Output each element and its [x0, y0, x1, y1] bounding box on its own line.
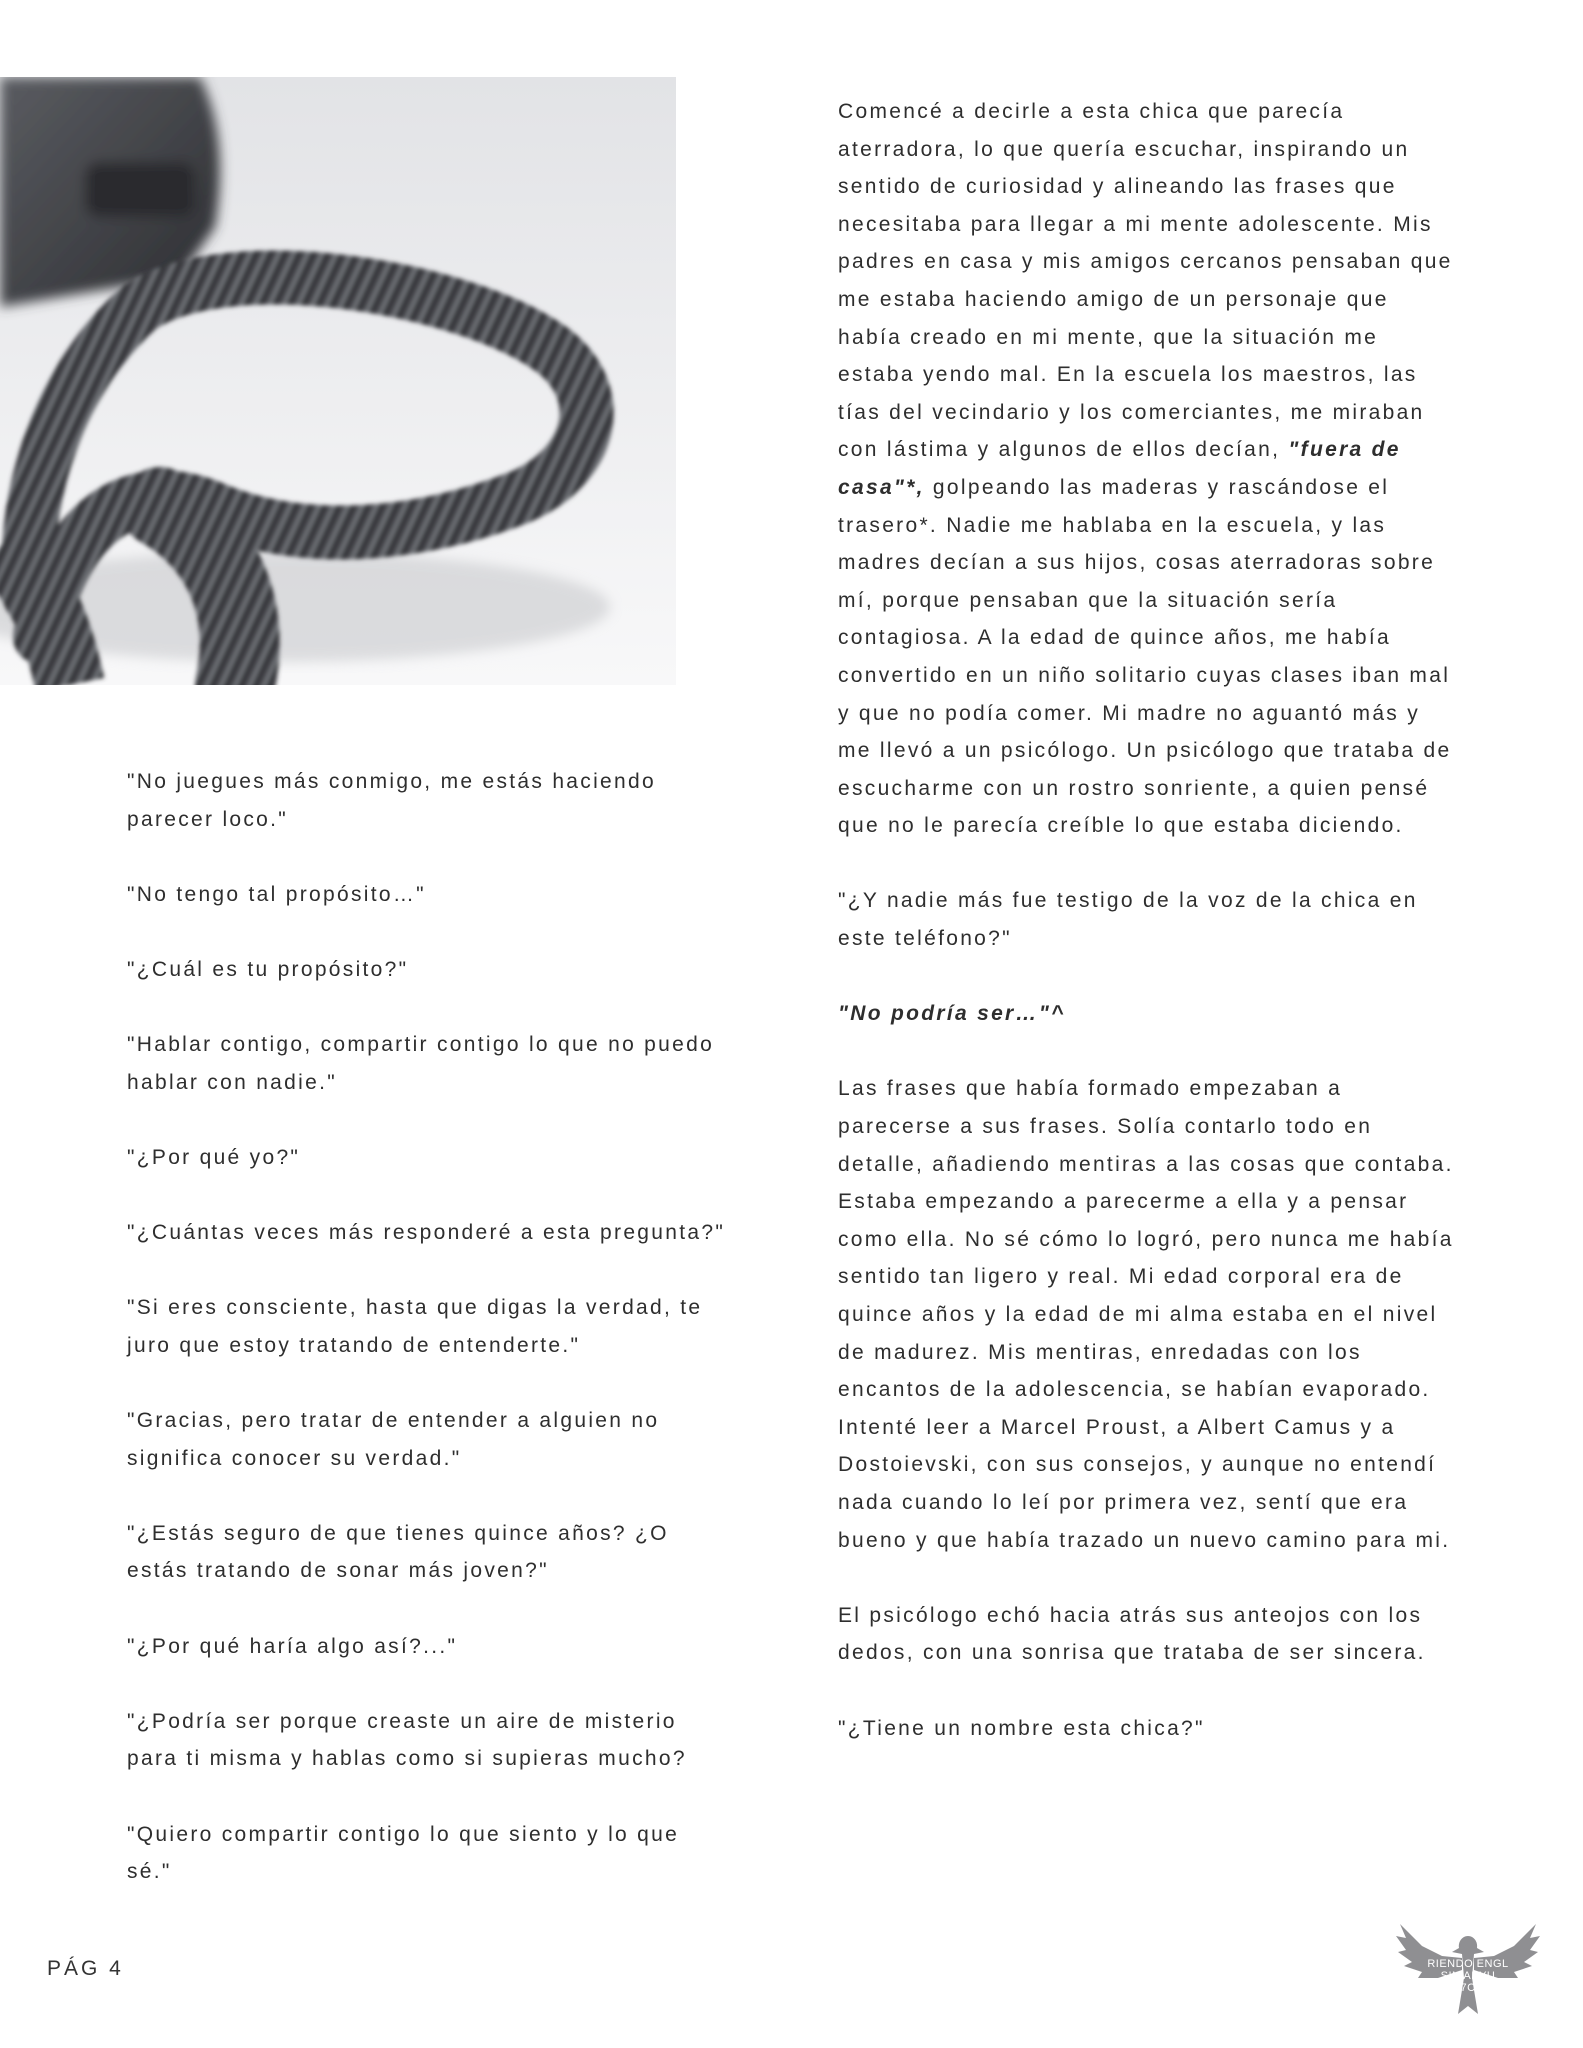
logo-line: SIN AKYU [1440, 1970, 1496, 1982]
logo-line: 7C [1460, 1982, 1476, 1994]
telephone-cord-illustration [0, 77, 676, 685]
left-column [127, 763, 727, 1928]
page-number: PÁG 4 [47, 1957, 124, 1980]
dialogue-line: "Hablar contigo, compartir contigo lo que no puedo hablar con nadie." [127, 1033, 715, 1094]
dialogue-line: "No tengo tal propósito…" [127, 882, 426, 906]
dialogue-line: "¿Tiene un nombre esta chica?" [838, 1716, 1205, 1740]
dialogue-line: "Si eres consciente, hasta que digas la verdad, te juro que estoy tratando de entenderte." [127, 1296, 703, 1357]
dialogue-line: "Gracias, pero tratar de entender a alguien no significa conocer su verdad." [127, 1409, 660, 1470]
publisher-logo [1392, 1918, 1544, 2028]
dialogue-line: "¿Cuántas veces más responderé a esta pregunta?" [127, 1221, 726, 1245]
dialogue-line: "¿Y nadie más fue testigo de la voz de la chica en este teléfono?" [838, 889, 1418, 951]
logo-line: RIENDO ENGL [1427, 1958, 1509, 1970]
narrative-paragraph: Las frases que había formado empezaban a parecerse a sus frases. Solía contarlo todo en detalle, añadiendo mentiras a las cosas que contaba. Estaba empezando a parecerme a ella y a pensar como ella. No sé cómo lo logró, pero nunca me había sentido tan ligero y real. Mi edad corporal era de quince años y la edad de mi alma estaba en el nivel de madurez. Mis mentiras, enredadas con los encantos de la adolescencia, se habían evaporado. Intenté leer a Marcel Proust, a Albert Camus y a Dostoievski, con sus consejos, y aunque no entendí nada cuando lo leí por primera vez, sentí que era bueno y que había trazado un nuevo camino para mi. [838, 1077, 1454, 1552]
emphasized-dialogue: "No podría ser…"^ [838, 1002, 1066, 1026]
dialogue-line: "¿Por qué yo?" [127, 1145, 301, 1169]
dialogue-line: "No juegues más conmigo, me estás haciendo parecer loco." [127, 770, 656, 831]
right-column [838, 93, 1458, 1785]
telephone-cord-photo [0, 77, 676, 685]
emphasized-phrase: "fuera de casa"*, [838, 438, 1401, 499]
dialogue-line: "¿Por qué haría algo así?..." [127, 1634, 458, 1658]
narrative-text: Comencé a decirle a esta chica que parecía aterradora, lo que quería escuchar, inspirando un sentido de curiosidad y alineando las frases que necesitaba para llegar a mi mente adolescente. Mis padres en casa y mis amigos cercanos pensaban que me estaba haciendo amigo de un personaje que había creado en mi mente, que la situación me estaba yendo mal. En la escuela los maestros, las tías del vecindario y los comerciantes, me miraban con lástima y algunos de ellos decían, [838, 100, 1453, 462]
narrative-paragraph: El psicólogo echó hacia atrás sus anteojos con los dedos, con una sonrisa que trataba de ser sincera. [838, 1603, 1426, 1665]
dialogue-line: "Quiero compartir contigo lo que siento y lo que sé." [127, 1822, 680, 1884]
narrative-text: golpeando las maderas y rascándose el trasero*. Nadie me hablaba en la escuela, y las madres decían a sus hijos, cosas aterradoras sobre mí, porque pensaban que la situación sería contagiosa. A la edad de quince años, me había convertido en un niño solitario cuyas clases iban mal y que no podía comer. Mi madre no aguantó más y me llevó a un psicólogo. Un psicólogo que trataba de escucharme con un rostro sonriente, a quien pensé que no le parecía creíble lo que estaba diciendo. [838, 475, 1452, 838]
dialogue-line: "¿Cuál es tu propósito?" [127, 957, 409, 981]
dialogue-line: "¿Podría ser porque creaste un aire de misterio para ti misma y hablas como si supieras mucho? [127, 1709, 687, 1771]
narrative-paragraph [838, 93, 1458, 845]
dialogue-line: "¿Estás seguro de que tienes quince años? ¿O estás tratando de sonar más joven?" [127, 1521, 669, 1583]
